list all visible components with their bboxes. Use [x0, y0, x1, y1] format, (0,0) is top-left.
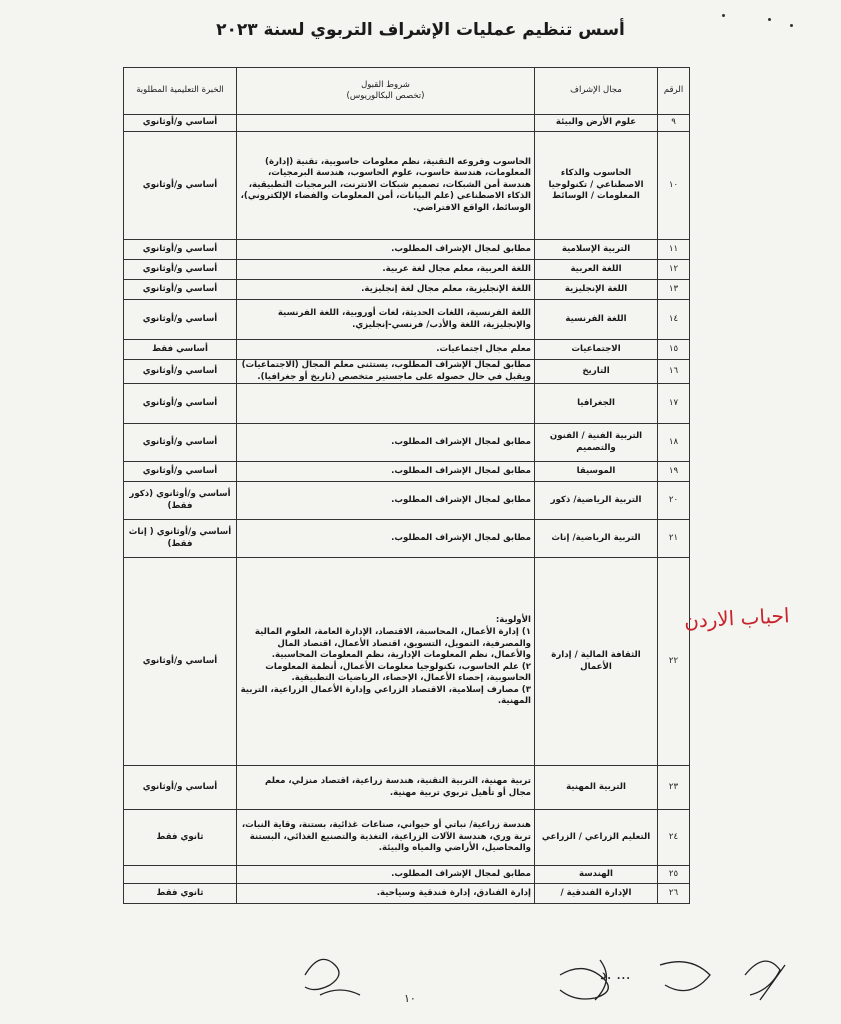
- page-number: ١٠: [404, 992, 416, 1005]
- signature-mark-1: [305, 959, 360, 995]
- table-row: [124, 240, 690, 260]
- header-number: الرقم: [658, 68, 690, 115]
- condition-line: معلم مجال اجتماعيات.: [436, 343, 531, 354]
- condition-line: هندسة زراعية/ نباتي أو حيواني، صناعات غذائية، بستنة، وقاية النبات، تربة وري، هندسة الآلات الزراعية، التغذية والتصنيع الغذائي، البستنة والمحاصيل، الأراضي والمياه والبيئة.: [241, 820, 531, 854]
- condition-line: مطابق لمجال الإشراف المطلوب.: [391, 243, 531, 254]
- row-number: ٢٦: [658, 884, 690, 904]
- condition-line: إدارة الفنادق، إدارة فندقية وسياحية.: [376, 887, 531, 898]
- row-experience: أساسي و/أوثانوي: [124, 300, 237, 340]
- row-number: ٢٥: [658, 866, 690, 884]
- scan-dot: [722, 14, 725, 17]
- signature-mark-3: [660, 962, 710, 991]
- table-row: [124, 766, 690, 810]
- row-experience: أساسي و/أوثانوي: [124, 260, 237, 280]
- row-field: علوم الأرض والبيئة: [535, 115, 658, 132]
- row-experience: أساسي و/أوثانوي: [124, 462, 237, 482]
- watermark-text: احباب الاردن: [683, 603, 791, 633]
- row-number: ١٦: [658, 360, 690, 384]
- row-number: ١٨: [658, 424, 690, 462]
- table-row: [124, 260, 690, 280]
- header-field: مجال الإشراف: [535, 68, 658, 115]
- table-row: [124, 340, 690, 360]
- row-field: الجغرافيا: [535, 384, 658, 424]
- table-row: [124, 462, 690, 482]
- row-field: التربية الرياضية/ إناث: [535, 520, 658, 558]
- row-experience: أساسي و/أوثانوي: [124, 384, 237, 424]
- row-number: ١٧: [658, 384, 690, 424]
- table-header-row: [124, 68, 690, 115]
- table-row: [124, 520, 690, 558]
- row-field: اللغة العربية: [535, 260, 658, 280]
- row-experience: أساسي و/أوثانوي: [124, 280, 237, 300]
- row-experience: أساسي و/أوثانوي: [124, 132, 237, 240]
- row-field: الثقافة المالية / إدارة الأعمال: [535, 558, 658, 766]
- row-conditions: [237, 810, 535, 866]
- row-field: التاريخ: [535, 360, 658, 384]
- row-experience: أساسي و/أوثانوي (ذكور فقط): [124, 482, 237, 520]
- table-row: [124, 866, 690, 884]
- row-conditions: [237, 866, 535, 884]
- condition-line: اللغة الفرنسية، اللغات الحديثة، لغات أوروبية، اللغة الفرنسية والإنجليزية، اللغة والأدب/ فرنسي-إنجليزي.: [277, 307, 531, 330]
- condition-line: مطابق لمجال الإشراف المطلوب.: [391, 436, 531, 447]
- row-conditions: [237, 132, 535, 240]
- row-conditions: [237, 520, 535, 558]
- row-number: ١٣: [658, 280, 690, 300]
- condition-line: مطابق لمجال الإشراف المطلوب.: [391, 532, 531, 543]
- condition-line: مطابق لمجال الإشراف المطلوب.: [391, 465, 531, 476]
- row-field: الحاسوب والذكاء الاصطناعي / تكنولوجيا المعلومات / الوسائط: [535, 132, 658, 240]
- row-conditions: [237, 300, 535, 340]
- row-conditions: [237, 884, 535, 904]
- row-field: الموسيقا: [535, 462, 658, 482]
- row-experience: أساسي و/أوثانوي: [124, 424, 237, 462]
- row-conditions: [237, 766, 535, 810]
- row-conditions: [237, 340, 535, 360]
- row-field: التربية المهنية: [535, 766, 658, 810]
- table-row: [124, 360, 690, 384]
- condition-line: تربية مهنية، التربية التقنية، هندسة زراعية، اقتصاد منزلي، معلم مجال أو تأهيل تربوي تربية مهنية.: [264, 776, 531, 798]
- table-row: [124, 810, 690, 866]
- row-conditions: [237, 424, 535, 462]
- header-conditions-sub: (تخصص البكالوريوس): [346, 91, 425, 101]
- table-row: [124, 300, 690, 340]
- table-body: [124, 115, 690, 904]
- row-conditions: [237, 462, 535, 482]
- row-conditions: [237, 260, 535, 280]
- row-field: الهندسة: [535, 866, 658, 884]
- row-conditions: [237, 360, 535, 384]
- condition-line: مطابق لمجال الإشراف المطلوب.: [391, 868, 531, 879]
- condition-line: الأولوية:: [495, 615, 531, 626]
- row-conditions: [237, 558, 535, 766]
- row-field: التعليم الزراعي / الزراعي: [535, 810, 658, 866]
- table-row: [124, 115, 690, 132]
- row-conditions: [237, 280, 535, 300]
- header-conditions: [237, 68, 535, 115]
- table-row: [124, 558, 690, 766]
- page-title: أسس تنظيم عمليات الإشراف التربوي لسنة ٢٠٢٣: [216, 20, 625, 40]
- row-number: ١٠: [658, 132, 690, 240]
- row-number: ٢٣: [658, 766, 690, 810]
- condition-line: الحاسوب وفروعه التقنية، نظم معلومات حاسوبية، تقنية (إدارة) المعلومات، هندسة حاسوب، علوم الحاسوب، هندسة البرمجيات، هندسة أمن الشبكات، تصميم شبكات الانترنت، البرمجيات التطبيقية، الذكاء الاصطناعي (علم البيانات، أمن المعلومات والفضاء الإلكتروني)، الوسائط، الواقع الافتراضي.: [240, 156, 531, 213]
- row-number: ١٤: [658, 300, 690, 340]
- row-number: ٢٤: [658, 810, 690, 866]
- table-row: [124, 884, 690, 904]
- row-experience: ثانوي فقط: [124, 884, 237, 904]
- row-field: التربية الفنية / الفنون والتصميم: [535, 424, 658, 462]
- condition-line: اللغة الإنجليزية، معلم مجال لغة إنجليزية.: [361, 283, 531, 294]
- signature-text: د. ...: [600, 965, 631, 983]
- row-field: اللغة الإنجليزية: [535, 280, 658, 300]
- row-conditions: [237, 115, 535, 132]
- row-experience: أساسي و/أوثانوي: [124, 558, 237, 766]
- header-conditions-title: شروط القبول: [361, 79, 410, 90]
- row-experience: أساسي و/أوثانوي: [124, 115, 237, 132]
- table-row: [124, 424, 690, 462]
- row-experience: أساسي فقط: [124, 340, 237, 360]
- row-experience: أساسي و/أوثانوي ( إناث فقط): [124, 520, 237, 558]
- scan-dot: [790, 24, 793, 27]
- row-field: اللغة الفرنسية: [535, 300, 658, 340]
- row-number: ٢١: [658, 520, 690, 558]
- condition-line: اللغة العربية، معلم مجال لغة عربية.: [382, 263, 531, 274]
- row-field: التربية الإسلامية: [535, 240, 658, 260]
- table-row: [124, 384, 690, 424]
- table-row: [124, 280, 690, 300]
- row-experience: أساسي و/أوثانوي: [124, 240, 237, 260]
- row-number: ٩: [658, 115, 690, 132]
- condition-line: ١) إدارة الأعمال، المحاسبة، الاقتصاد، الإدارة العامة، العلوم المالية والمصرفية، التمويل، التسويق، اقتصاد الأعمال، اقتصاد المال والأعمال، نظم المعلومات الإدارية، نظم المعلومات المحاسبية.: [254, 626, 531, 661]
- row-field: الاجتماعيات: [535, 340, 658, 360]
- row-number: ٢٠: [658, 482, 690, 520]
- row-number: ١٩: [658, 462, 690, 482]
- condition-line: ٢) علم الحاسوب، تكنولوجيا معلومات الأعمال، أنظمة المعلومات الحاسوبية، إحصاء الأعمال، الإحصاء، الرياضيات التطبيقية.: [265, 661, 531, 684]
- condition-line: ٣) مصارف إسلامية، الاقتصاد الزراعي وإدارة الأعمال الزراعية، التربية المهنية.: [240, 684, 531, 707]
- signature-mark-4: [745, 961, 785, 1000]
- condition-line: مطابق لمجال الإشراف المطلوب، يستثنى معلم المجال (الاجتماعيات) ويقبل في حال حصوله على ماجستير متخصص (تاريخ أو جغرافيا).: [241, 360, 531, 382]
- row-number: ١١: [658, 240, 690, 260]
- row-conditions: [237, 384, 535, 424]
- row-experience: أساسي و/أوثانوي: [124, 766, 237, 810]
- row-field: التربية الرياضية/ ذكور: [535, 482, 658, 520]
- table-row: [124, 482, 690, 520]
- row-conditions: [237, 240, 535, 260]
- header-experience: الخبرة التعليمية المطلوبة: [124, 68, 237, 115]
- row-experience: [124, 866, 237, 884]
- row-experience: ثانوي فقط: [124, 810, 237, 866]
- row-experience: أساسي و/أوثانوي: [124, 360, 237, 384]
- row-field: الإدارة الفندقية /: [535, 884, 658, 904]
- row-number: ٢٢: [658, 558, 690, 766]
- scan-dot: [768, 18, 771, 21]
- row-number: ١٥: [658, 340, 690, 360]
- condition-line: مطابق لمجال الإشراف المطلوب.: [391, 494, 531, 505]
- row-number: ١٢: [658, 260, 690, 280]
- row-conditions: [237, 482, 535, 520]
- table-row: [124, 132, 690, 240]
- admission-table: [123, 67, 690, 904]
